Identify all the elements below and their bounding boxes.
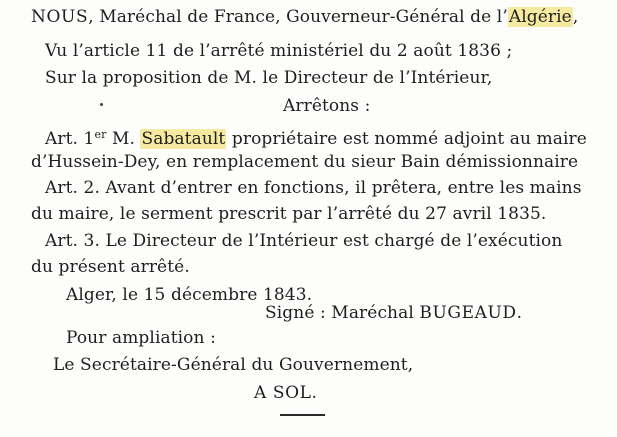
- article-1-text: propriétaire est nommé adjoint au maire: [226, 129, 587, 149]
- preamble-text: , Maréchal de France, Gouverneur-Général de l’: [88, 7, 508, 27]
- article-1-label: Art. 1: [45, 129, 95, 149]
- preamble-comma: ,: [572, 7, 579, 27]
- signature-prefix: Signé : Maréchal: [265, 303, 420, 323]
- closing-rule: [280, 414, 325, 416]
- ampliation-line: Pour ampliation :: [66, 328, 216, 348]
- highlight-sabatault: Sabatault: [141, 129, 226, 149]
- secretary-name: A SOL.: [254, 383, 318, 403]
- article-1-m: M.: [106, 129, 141, 149]
- arretons-heading: Arrêtons :: [283, 96, 371, 116]
- highlight-algerie: Algérie: [508, 7, 572, 27]
- signature-line: [265, 302, 522, 324]
- date-line: Alger, le 15 décembre 1843.: [66, 285, 313, 305]
- article-2-continuation: du maire, le serment prescrit par l’arrêté du 27 avril 1835.: [31, 204, 547, 224]
- signature-period: .: [516, 303, 523, 323]
- article-3-line: Art. 3. Le Directeur de l’Intérieur est chargé de l’exécution: [45, 231, 563, 251]
- signature-name: BUGEAUD: [419, 303, 517, 323]
- article-2-line: Art. 2. Avant d’entrer en fonctions, il prêtera, entre les mains: [45, 178, 582, 198]
- nous-word: NOUS: [31, 7, 89, 27]
- article-1-superscript: er: [94, 128, 107, 141]
- proposition-line: Sur la proposition de M. le Directeur de l’Intérieur,: [45, 68, 493, 88]
- secretary-line: Le Secrétaire-Général du Gouvernement,: [53, 355, 414, 375]
- vu-article-line: Vu l’article 11 de l’arrêté ministériel du 2 août 1836 ;: [45, 41, 513, 61]
- decree-preamble-line: [31, 6, 578, 28]
- article-1-line: [45, 124, 587, 150]
- article-3-continuation: du présent arrêté.: [31, 257, 190, 277]
- article-1-continuation: d’Hussein-Dey, en remplacement du sieur Bain démissionnaire: [31, 152, 579, 172]
- print-speck: [100, 103, 103, 106]
